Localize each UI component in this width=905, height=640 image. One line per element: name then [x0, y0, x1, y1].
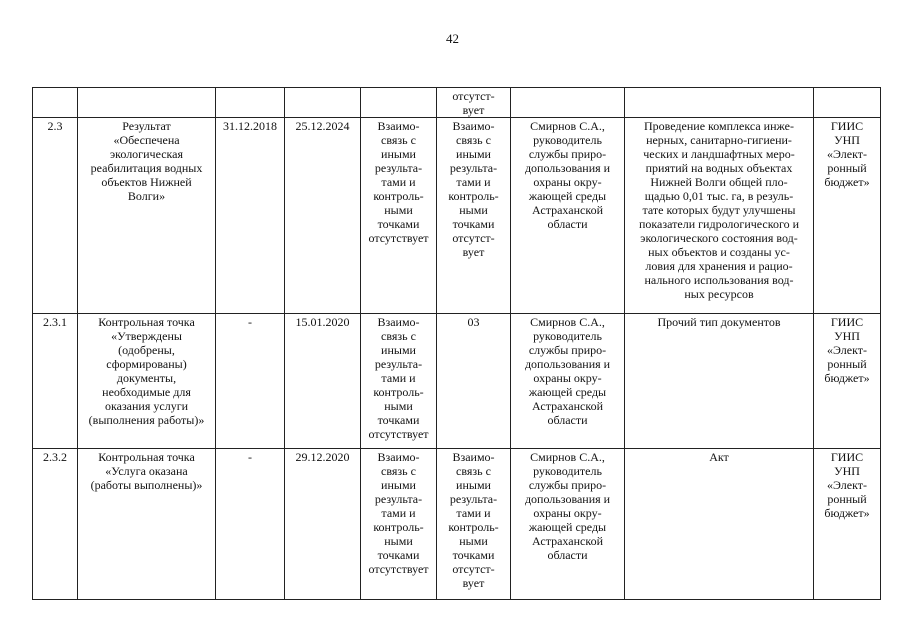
text-line: отсутст- — [452, 89, 495, 103]
text-line: Контрольная точка — [98, 315, 195, 329]
cell-prev-dependency — [361, 118, 437, 314]
cell-end: 25.12.2024 — [285, 118, 361, 314]
control-points-table — [32, 87, 881, 600]
cell-end: 15.01.2020 — [285, 314, 361, 449]
text-line: «Утверждены — [111, 329, 182, 343]
cell-prev-dependency — [361, 88, 437, 118]
text-line: охраны окру- — [533, 506, 602, 520]
text-line: Смирнов С.А., — [530, 450, 605, 464]
text-line: связь с — [456, 133, 491, 147]
text-line: Волги» — [127, 189, 166, 203]
cell-responsible — [511, 314, 625, 449]
text-line: «Обеспечена — [113, 133, 180, 147]
cell-start: 31.12.2018 — [216, 118, 285, 314]
text-line: отсутст- — [452, 231, 495, 245]
cell-info-system — [814, 449, 881, 600]
text-line: Смирнов С.А., — [530, 315, 605, 329]
text-line: реабилитация водных — [90, 161, 203, 175]
text-line: щадью 0,01 тыс. га, в резуль- — [644, 189, 794, 203]
text-line: нального использования вод- — [644, 273, 794, 287]
text-line: области — [547, 217, 588, 231]
text-line: контроль- — [373, 520, 424, 534]
text-line: Астраханской — [532, 203, 603, 217]
text-line: «Элект- — [827, 478, 867, 492]
table-row — [33, 118, 881, 314]
text-line: службы приро- — [528, 343, 607, 357]
text-line: иными — [381, 147, 416, 161]
text-line: сформированы) — [106, 357, 187, 371]
text-line: ронный — [827, 161, 867, 175]
text-line: экологического состояния вод- — [640, 231, 798, 245]
text-line: тами и — [381, 175, 416, 189]
text-line: руководитель — [533, 329, 602, 343]
text-line: ГИИС — [830, 315, 864, 329]
text-line: руководитель — [533, 133, 602, 147]
text-line: ческих и ландшафтных меро- — [643, 147, 795, 161]
cell-next-dependency — [437, 314, 511, 449]
text-line: Акт — [709, 450, 729, 464]
text-line: жающей среды — [528, 385, 607, 399]
text-line: области — [547, 413, 588, 427]
cell-start — [216, 88, 285, 118]
cell-responsible — [511, 88, 625, 118]
text-line: УНП — [834, 133, 860, 147]
text-line: контроль- — [448, 189, 499, 203]
text-line: «Услуга оказана — [105, 464, 188, 478]
text-line: 03 — [467, 315, 480, 329]
text-line: документы, — [116, 371, 177, 385]
text-line: ными — [459, 534, 488, 548]
text-line: Контрольная точка — [98, 450, 195, 464]
text-line: необходимые для — [102, 385, 191, 399]
cell-num — [33, 88, 78, 118]
text-line: иными — [456, 147, 491, 161]
cell-name — [78, 118, 216, 314]
text-line: Нижней Волги общей пло- — [650, 175, 788, 189]
text-line: связь с — [381, 464, 416, 478]
table-row — [33, 314, 881, 449]
text-line: тами и — [456, 506, 491, 520]
text-line: тами и — [381, 506, 416, 520]
text-line: руководитель — [533, 464, 602, 478]
text-line: допользования и — [524, 492, 611, 506]
text-line: точками — [452, 548, 495, 562]
text-line: контроль- — [373, 189, 424, 203]
text-line: ными — [384, 203, 413, 217]
text-line: тами и — [456, 175, 491, 189]
text-line: контроль- — [373, 385, 424, 399]
text-line: ными — [384, 534, 413, 548]
text-line: вует — [462, 245, 485, 259]
text-line: «Элект- — [827, 343, 867, 357]
cell-start: - — [216, 449, 285, 600]
text-line: отсутст- — [452, 562, 495, 576]
text-line: контроль- — [448, 520, 499, 534]
text-line: Результат — [122, 119, 171, 133]
text-line: Астраханской — [532, 399, 603, 413]
text-line: ными — [459, 203, 488, 217]
text-line: точками — [377, 548, 420, 562]
cell-num: 2.3.1 — [33, 314, 78, 449]
cell-name — [78, 88, 216, 118]
text-line: Астраханской — [532, 534, 603, 548]
cell-prev-dependency — [361, 314, 437, 449]
text-line: (выполнения работы)» — [88, 413, 205, 427]
text-line: ГИИС — [830, 119, 864, 133]
text-line: УНП — [834, 329, 860, 343]
page-number: 42 — [446, 31, 459, 46]
text-line: Взаимо- — [452, 119, 495, 133]
text-line: точками — [452, 217, 495, 231]
text-line: вует — [462, 103, 485, 117]
text-line: отсутствует — [368, 231, 429, 245]
text-line: точками — [377, 413, 420, 427]
text-line: (одобрены, — [118, 343, 175, 357]
text-line: ронный — [827, 492, 867, 506]
cell-info-system — [814, 88, 881, 118]
text-line: области — [547, 548, 588, 562]
table-row — [33, 449, 881, 600]
text-line: ных объектов и созданы ус- — [648, 245, 790, 259]
cell-document — [625, 88, 814, 118]
text-line: бюджет» — [824, 371, 870, 385]
cell-end: 29.12.2020 — [285, 449, 361, 600]
cell-start: - — [216, 314, 285, 449]
text-line: службы приро- — [528, 478, 607, 492]
text-line: результа- — [449, 161, 498, 175]
text-line: Взаимо- — [377, 119, 420, 133]
text-line: тате которых будут улучшены — [642, 203, 796, 217]
text-line: ными — [384, 399, 413, 413]
text-line: охраны окру- — [533, 371, 602, 385]
cell-info-system — [814, 118, 881, 314]
text-line: Взаимо- — [377, 315, 420, 329]
text-line: нерных, санитарно-гигиени- — [646, 133, 792, 147]
text-line: тами и — [381, 371, 416, 385]
cell-document — [625, 314, 814, 449]
text-line: Прочий тип документов — [657, 315, 781, 329]
text-line: показатели гидрологического и — [638, 217, 799, 231]
text-line: ронный — [827, 357, 867, 371]
cell-name — [78, 449, 216, 600]
cell-end — [285, 88, 361, 118]
text-line: приятий на водных объектах — [645, 161, 793, 175]
cell-document — [625, 449, 814, 600]
cell-next-dependency — [437, 88, 511, 118]
text-line: иными — [381, 343, 416, 357]
text-line: Взаимо- — [452, 450, 495, 464]
text-line: результа- — [374, 161, 423, 175]
text-line: результа- — [374, 357, 423, 371]
text-line: Взаимо- — [377, 450, 420, 464]
text-line: жающей среды — [528, 520, 607, 534]
text-line: УНП — [834, 464, 860, 478]
text-line: Смирнов С.А., — [530, 119, 605, 133]
text-line: допользования и — [524, 357, 611, 371]
cell-document — [625, 118, 814, 314]
text-line: ГИИС — [830, 450, 864, 464]
text-line: точками — [377, 217, 420, 231]
text-line: связь с — [381, 329, 416, 343]
text-line: Проведение комплекса инже- — [644, 119, 794, 133]
text-line: связь с — [381, 133, 416, 147]
cell-responsible — [511, 118, 625, 314]
text-line: отсутствует — [368, 562, 429, 576]
text-line: бюджет» — [824, 506, 870, 520]
cell-info-system — [814, 314, 881, 449]
cell-prev-dependency — [361, 449, 437, 600]
cell-num: 2.3.2 — [33, 449, 78, 600]
text-line: (работы выполнены)» — [90, 478, 203, 492]
cell-next-dependency — [437, 449, 511, 600]
text-line: оказания услуги — [104, 399, 189, 413]
text-line: ных ресурсов — [684, 287, 754, 301]
text-line: охраны окру- — [533, 175, 602, 189]
text-line: объектов Нижней — [101, 175, 192, 189]
text-line: ловия для хранения и рацио- — [645, 259, 793, 273]
text-line: экологическая — [109, 147, 184, 161]
cell-name — [78, 314, 216, 449]
text-line: результа- — [374, 492, 423, 506]
text-line: связь с — [456, 464, 491, 478]
text-line: жающей среды — [528, 189, 607, 203]
text-line: иными — [381, 478, 416, 492]
text-line: иными — [456, 478, 491, 492]
carry-over-row — [33, 88, 881, 118]
text-line: бюджет» — [824, 175, 870, 189]
cell-num: 2.3 — [33, 118, 78, 314]
text-line: допользования и — [524, 161, 611, 175]
text-line: результа- — [449, 492, 498, 506]
cell-next-dependency — [437, 118, 511, 314]
cell-responsible — [511, 449, 625, 600]
text-line: вует — [462, 576, 485, 590]
text-line: службы приро- — [528, 147, 607, 161]
text-line: «Элект- — [827, 147, 867, 161]
text-line: отсутствует — [368, 427, 429, 441]
